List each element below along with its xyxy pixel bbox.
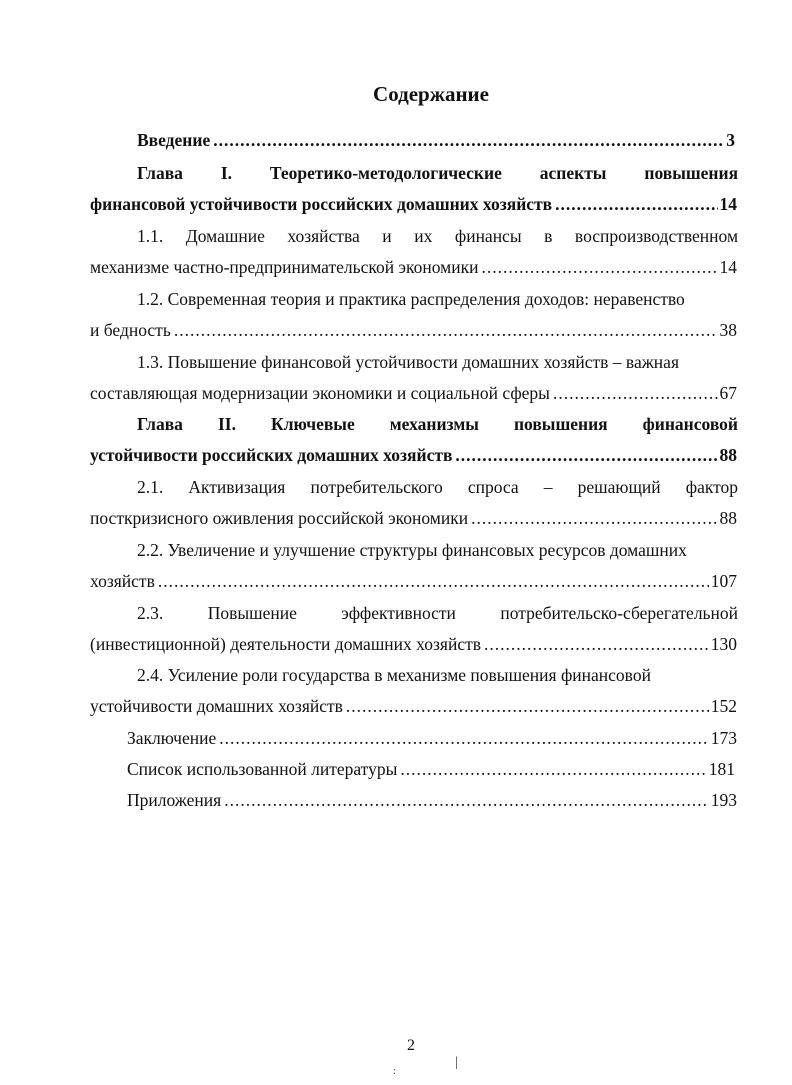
toc-word: 2.1. (137, 477, 164, 497)
toc-chapter-1-page: 14 (719, 194, 737, 214)
toc-entry-1-2-line2[interactable] (90, 319, 737, 341)
page-number: 2 (407, 1037, 415, 1054)
toc-word: Активизация (188, 477, 286, 497)
toc-entry-1-3-line2[interactable] (90, 382, 737, 404)
toc-conclusion-page: 173 (710, 728, 737, 748)
toc-entry-chapter-1-line1[interactable] (137, 162, 738, 184)
scan-mark: : (393, 1066, 396, 1077)
toc-chapter-2-page: 88 (719, 445, 737, 465)
toc-word: – (543, 477, 553, 497)
leader-dots (471, 507, 717, 529)
toc-entry-2-4-line1[interactable] (137, 664, 651, 686)
toc-entry-2-1-line1[interactable] (137, 476, 738, 498)
toc-word: повышения (644, 163, 739, 183)
toc-2-1-page: 88 (719, 508, 737, 528)
toc-word: решающий (577, 477, 661, 497)
leader-dots (158, 570, 709, 592)
toc-entry-2-2-line1[interactable] (137, 539, 687, 561)
leader-dots (484, 633, 709, 655)
toc-1-1-page: 14 (719, 257, 737, 277)
toc-entry-1-3-line1[interactable] (137, 351, 679, 373)
toc-1-3-title: 1.3. Повышение финансовой устойчивости домашних хозяйств – важная (137, 352, 679, 372)
leader-dots (481, 256, 717, 278)
toc-word: спроса (467, 477, 519, 497)
toc-word: 2.3. (137, 603, 164, 623)
leader-dots (219, 727, 709, 749)
toc-appendix-label: Приложения (127, 790, 222, 810)
toc-entry-2-3-line1[interactable] (137, 602, 738, 624)
toc-word: аспекты (539, 163, 607, 183)
toc-word: и (382, 226, 392, 246)
leader-dots (346, 695, 709, 717)
toc-word: хозяйства (287, 226, 360, 246)
toc-2-3-title-cont: (инвестиционной) деятельности домашних хозяйств (90, 634, 481, 654)
toc-entry-conclusion[interactable] (127, 727, 737, 749)
toc-word: I. (220, 163, 233, 183)
toc-entry-2-2-line2[interactable] (90, 570, 737, 592)
toc-1-2-page: 38 (719, 320, 737, 340)
toc-1-3-page: 67 (719, 383, 737, 403)
toc-chapter-1-title: финансовой устойчивости российских домашних хозяйств (90, 194, 553, 214)
toc-word: потребительско-сберегательной (500, 603, 739, 623)
toc-entry-chapter-2-line1[interactable] (137, 413, 738, 435)
toc-conclusion-label: Заключение (127, 728, 217, 748)
toc-1-2-title: 1.2. Современная теория и практика распределения доходов: неравенство (137, 289, 685, 309)
toc-entry-1-2-line1[interactable] (137, 288, 685, 310)
toc-2-1-title-cont: посткризисного оживления российской экономики (90, 508, 469, 528)
toc-references-label: Список использованной литературы (127, 759, 398, 779)
toc-1-3-title-cont: составляющая модернизации экономики и социальной сферы (90, 383, 550, 403)
toc-word: Глава (137, 414, 183, 434)
toc-2-3-page: 130 (710, 634, 737, 654)
leader-dots (400, 758, 706, 780)
toc-entry-intro[interactable] (137, 129, 735, 151)
toc-entry-2-3-line2[interactable] (90, 633, 737, 655)
toc-1-2-title-cont: и бедность (90, 320, 171, 340)
toc-chapter-2-title: устойчивости российских домашних хозяйств (90, 445, 453, 465)
toc-appendix-page: 193 (710, 790, 737, 810)
toc-intro-page: 3 (726, 130, 735, 150)
toc-word: финансовой (642, 414, 739, 434)
toc-entry-chapter-2-line2[interactable] (90, 444, 737, 466)
toc-word: Ключевые (271, 414, 355, 434)
toc-word: Повышение (207, 603, 297, 623)
toc-word: фактор (685, 477, 739, 497)
toc-word: эффективности (341, 603, 456, 623)
leader-dots (224, 789, 709, 811)
leader-dots (455, 444, 717, 466)
toc-2-2-title: 2.2. Увеличение и улучшение структуры финансовых ресурсов домашних (137, 540, 687, 560)
toc-word: механизмы (389, 414, 479, 434)
toc-entry-appendix[interactable] (127, 789, 737, 811)
toc-entry-2-1-line2[interactable] (90, 507, 737, 529)
toc-word: Теоретико-методологические (269, 163, 502, 183)
toc-intro-label: Введение (137, 130, 211, 150)
toc-word: повышения (513, 414, 608, 434)
toc-2-2-page: 107 (710, 571, 737, 591)
toc-entry-1-1-line1[interactable] (137, 225, 738, 247)
toc-word: 1.1. (137, 226, 164, 246)
leader-dots (553, 382, 718, 404)
toc-word: их (414, 226, 433, 246)
leader-dots (174, 319, 718, 341)
toc-2-2-title-cont: хозяйств (90, 571, 155, 591)
toc-word: финансы (454, 226, 522, 246)
toc-entry-1-1-line2[interactable] (90, 256, 737, 278)
toc-word: Глава (137, 163, 183, 183)
toc-1-1-title: механизме частно-предпринимательской экономики (90, 257, 479, 277)
leader-dots (555, 193, 717, 215)
toc-word: потребительского (310, 477, 443, 497)
toc-references-page: 181 (708, 759, 735, 779)
scan-mark: | (455, 1055, 458, 1070)
toc-word: воспроизводственном (574, 226, 739, 246)
toc-2-4-page: 152 (710, 696, 737, 716)
toc-2-4-title: 2.4. Усиление роли государства в механизме повышения финансовой (137, 665, 651, 685)
toc-word: в (544, 226, 553, 246)
toc-2-4-title-cont: устойчивости домашних хозяйств (90, 696, 343, 716)
page-title: Содержание (373, 82, 489, 106)
toc-word: II. (217, 414, 236, 434)
toc-word: Домашние (185, 226, 265, 246)
leader-dots (213, 129, 724, 151)
toc-entry-chapter-1-line2[interactable] (90, 193, 737, 215)
toc-entry-references[interactable] (127, 758, 735, 780)
toc-entry-2-4-line2[interactable] (90, 695, 737, 717)
